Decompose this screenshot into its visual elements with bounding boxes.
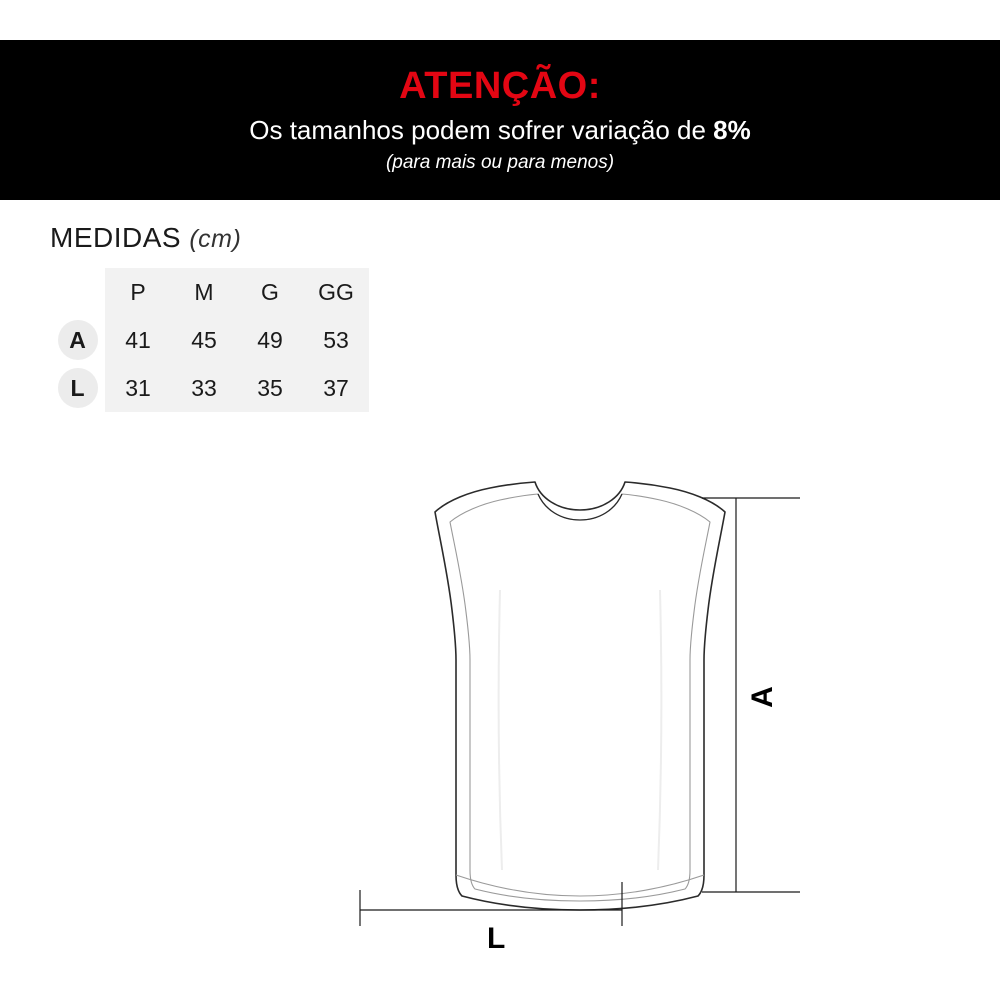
table-row <box>50 364 369 412</box>
table-row <box>50 316 369 364</box>
measures-heading-label: MEDIDAS <box>50 222 182 253</box>
cell-a-p: 41 <box>105 316 171 364</box>
size-table <box>50 268 369 412</box>
row-label-l-cell <box>50 364 105 412</box>
cell-l-p: 31 <box>105 364 171 412</box>
banner-subtitle <box>249 115 750 146</box>
cell-l-m: 33 <box>171 364 237 412</box>
table-header-row <box>50 268 369 316</box>
cell-a-m: 45 <box>171 316 237 364</box>
measures-unit: (cm) <box>189 225 242 253</box>
tank-top-illustration <box>330 470 800 960</box>
cell-l-g: 35 <box>237 364 303 412</box>
cell-a-g: 49 <box>237 316 303 364</box>
attention-banner <box>0 40 1000 200</box>
cell-l-gg: 37 <box>303 364 369 412</box>
measures-heading <box>50 222 241 254</box>
column-header-gg: GG <box>303 268 369 316</box>
garment-outline <box>435 482 725 910</box>
table-corner-cell <box>50 268 105 316</box>
banner-variation-value: 8% <box>713 115 751 146</box>
cell-a-gg: 53 <box>303 316 369 364</box>
dimension-label-l: L <box>487 922 506 955</box>
row-label-a-cell <box>50 316 105 364</box>
column-header-g: G <box>237 268 303 316</box>
garment-diagram <box>330 470 800 960</box>
row-label-l: L <box>58 368 98 408</box>
banner-title: ATENÇÃO: <box>399 64 601 107</box>
column-header-p: P <box>105 268 171 316</box>
column-header-m: M <box>171 268 237 316</box>
row-label-a: A <box>58 320 98 360</box>
banner-note: (para mais ou para menos) <box>385 152 615 174</box>
dimension-label-a: A <box>745 686 779 708</box>
banner-subtitle-text: Os tamanhos podem sofrer variação de <box>249 115 714 146</box>
